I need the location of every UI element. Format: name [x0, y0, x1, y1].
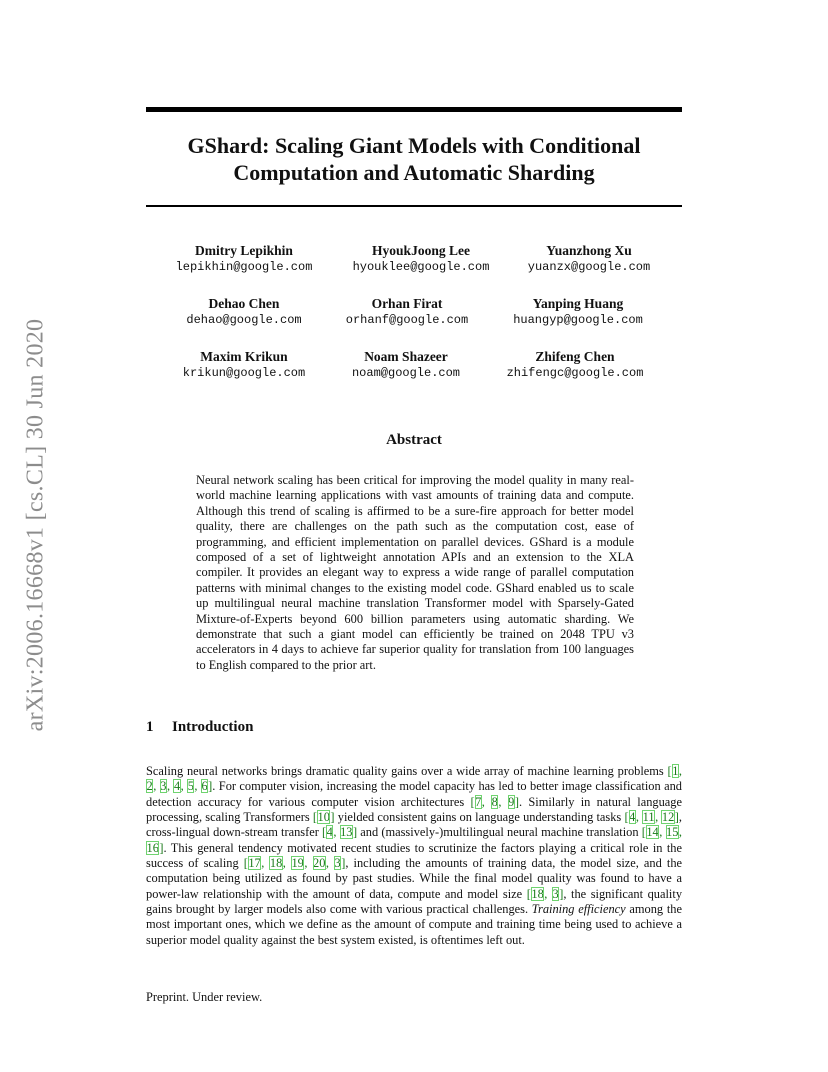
citation-link[interactable]: 17	[248, 856, 261, 871]
citation-link[interactable]: 3	[334, 856, 341, 871]
citation-link[interactable]: 5	[187, 779, 194, 794]
title-top-rule	[146, 107, 682, 112]
citation-link[interactable]: 10	[317, 810, 330, 825]
intro-text: , the significant quality gains brought by larger models also come with various practical challenges.	[146, 886, 683, 917]
title-bottom-rule	[146, 205, 682, 207]
citation-link[interactable]: 19	[291, 856, 304, 871]
citation-link[interactable]: 1	[672, 764, 679, 778]
citation-group: [18, 3]	[526, 886, 564, 901]
intro-text: . This general tendency motivated recent studies to scrutinize the factors playing a critical role in the success of scaling	[146, 840, 682, 871]
author	[154, 296, 334, 328]
author-email: orhanf@google.com	[345, 313, 469, 327]
author-name: Orhan Firat	[371, 296, 443, 311]
author-email: hyouklee@google.com	[352, 260, 490, 274]
citation-link[interactable]: 8	[491, 794, 498, 809]
intro-text: , cross-lingual down-stream transfer	[146, 810, 683, 840]
author-name: Yanping Huang	[532, 296, 624, 311]
intro-text: yielded consistent gains on language understanding tasks	[334, 810, 625, 825]
paper-title	[146, 132, 682, 186]
author-email: lepikhin@google.com	[175, 260, 313, 274]
citation-group: [14, 15, 16]	[146, 825, 683, 855]
author-email: dehao@google.com	[186, 313, 302, 327]
intro-text: and (massively-)multilingual neural machine translation	[357, 825, 642, 840]
citation-link[interactable]: 6	[201, 779, 208, 794]
citation-link[interactable]: 12	[661, 810, 675, 825]
citation-link[interactable]: 3	[552, 886, 559, 901]
arxiv-identifier-text: arXiv:2006.16668v1 [cs.CL] 30 Jun 2020	[22, 318, 49, 732]
author	[499, 243, 679, 275]
author-name: Zhifeng Chen	[535, 349, 615, 364]
author-name: HyoukJoong Lee	[372, 243, 470, 258]
author-email: yuanzx@google.com	[527, 260, 651, 274]
citation-link[interactable]: 18	[531, 886, 544, 901]
citation-link[interactable]: 13	[340, 825, 353, 840]
citation-link[interactable]: 16	[146, 840, 159, 855]
author-name: Maxim Krikun	[200, 349, 288, 364]
citation-link[interactable]: 18	[269, 856, 283, 871]
citation-link[interactable]: 4	[629, 810, 636, 825]
citation-group: [17, 18, 19, 20, 3]	[243, 856, 346, 871]
intro-text: , including the amounts of training data, the model size, and the computation being utilized as found by past studies. While the final model quality was found to have a power-law relationship with the amount of data, compute and model size	[146, 856, 683, 901]
intro-text: among the most important ones, which we define as the amount of compute and training time being used to achieve a superior model quality against the best system existed, is oftentimes left out.	[146, 902, 682, 947]
citation-link[interactable]: 20	[313, 856, 326, 871]
citation-group: [10]	[312, 810, 335, 825]
author-name: Dmitry Lepikhin	[195, 243, 293, 258]
citation-link[interactable]: 14	[646, 825, 659, 840]
author-email: krikun@google.com	[182, 366, 306, 380]
author	[154, 349, 334, 381]
section-number: 1	[146, 719, 154, 735]
title-line: Computation and Automatic Sharding	[233, 160, 595, 185]
author-name: Noam Shazeer	[364, 349, 448, 364]
citation-link[interactable]: 11	[642, 810, 655, 825]
author	[331, 243, 511, 275]
author	[154, 243, 334, 275]
title-line: GShard: Scaling Giant Models with Conditional	[187, 133, 641, 158]
abstract-text: Neural network scaling has been critical for improving the model quality in many real-world machine learning applications with vast amounts of training data and compute. Although this trend of scaling is affirmed to be a sure-fire approach for better model quality, there are challenges on the path such as the computation cost, ease of programming, and efficient implementation on parallel devices. GShard is a module composed of a set of lightweight annotation APIs and an extension to the XLA compiler. It provides an elegant way to express a wide range of parallel computation patterns with minimal changes to the existing model code. GShard enabled us to scale up multilingual neural machine translation Transformer model with Sparsely-Gated Mixture-of-Experts beyond 600 billion parameters using automatic sharding. We demonstrate that such a giant model can efficiently be trained on 2048 TPU v3 accelerators in 4 days to achieve far superior quality for translation from 100 languages to English compared to the prior art.	[196, 473, 634, 672]
author	[485, 349, 665, 381]
intro-text: . Similarly in natural language processing, scaling Transformers	[146, 794, 682, 825]
citation-group: [7, 8, 9]	[470, 794, 520, 809]
author-name: Dehao Chen	[208, 296, 280, 311]
citation-link[interactable]: 7	[475, 794, 482, 809]
intro-text: . For computer vision, increasing the model capacity has led to better image classification and detection accuracy for various computer vision architectures	[146, 779, 683, 809]
section-title: Introduction	[172, 719, 254, 735]
section-heading-introduction	[146, 719, 253, 736]
intro-emphasis: Training efficiency	[531, 902, 626, 917]
preprint-footer: Preprint. Under review.	[146, 990, 263, 1004]
author-email: noam@google.com	[351, 366, 461, 380]
citation-link[interactable]: 9	[508, 794, 515, 809]
author	[316, 349, 496, 381]
introduction-paragraph	[146, 764, 682, 948]
author	[488, 296, 668, 328]
author-email: huangyp@google.com	[513, 313, 643, 327]
author	[317, 296, 497, 328]
citation-group: [4, 11, 12]	[624, 810, 679, 825]
abstract-heading: Abstract	[386, 432, 442, 448]
citation-group: [1, 2, 3, 4, 5, 6]	[146, 764, 682, 794]
citation-group: [4, 13]	[322, 825, 358, 840]
citation-link[interactable]: 4	[173, 779, 181, 794]
citation-link[interactable]: 3	[160, 779, 167, 794]
citation-link[interactable]: 4	[326, 825, 333, 840]
citation-link[interactable]: 2	[146, 779, 153, 794]
author-email: zhifengc@google.com	[506, 366, 644, 380]
citation-link[interactable]: 15	[666, 825, 679, 840]
intro-text: Scaling neural networks brings dramatic quality gains over a wide array of machine learning problems	[146, 764, 668, 778]
author-name: Yuanzhong Xu	[546, 243, 632, 258]
